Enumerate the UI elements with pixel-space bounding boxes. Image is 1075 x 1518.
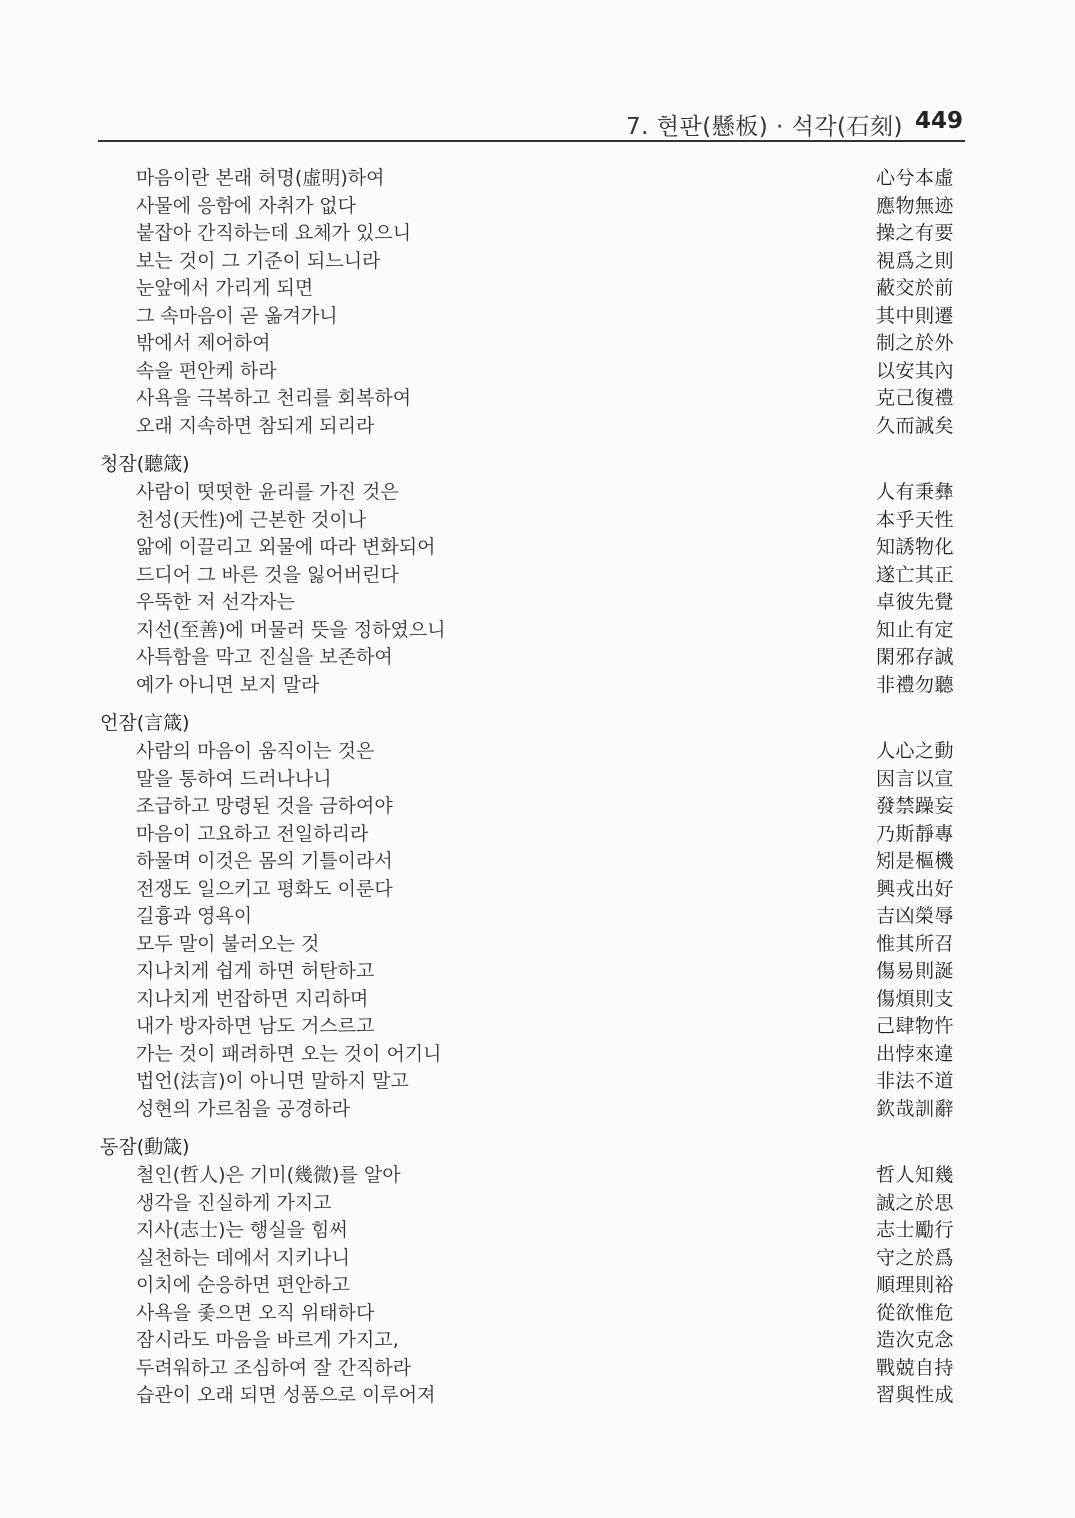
verse-line <box>100 165 960 193</box>
korean-translation: 지선(至善)에 머물러 뜻을 정하였으니 <box>136 618 446 641</box>
verse-line <box>100 1068 960 1096</box>
korean-translation: 드디어 그 바른 것을 잃어버린다 <box>136 563 399 586</box>
hanja-original: 習與性成 <box>875 1384 954 1406</box>
verse-line <box>100 193 960 221</box>
korean-translation: 사람의 마음이 움직이는 것은 <box>136 740 375 762</box>
verse-line <box>100 1096 960 1124</box>
korean-translation: 법언(法言)이 아니면 말하지 말고 <box>136 1070 409 1092</box>
hanja-original: 哲人知幾 <box>875 1164 954 1186</box>
korean-translation: 이치에 순응하면 편안하고 <box>136 1274 350 1296</box>
verse-line <box>100 1190 960 1218</box>
verse-line <box>100 589 960 617</box>
verse-line <box>100 358 960 386</box>
korean-translation: 밖에서 제어하여 <box>136 332 271 354</box>
hanja-original: 遂亡其正 <box>875 563 954 586</box>
hanja-original: 傷煩則支 <box>875 987 954 1010</box>
hanja-original: 發禁躁妄 <box>875 795 954 817</box>
hanja-original: 閑邪存誠 <box>875 646 954 668</box>
korean-translation: 눈앞에서 가리게 되면 <box>136 277 314 299</box>
verse-line <box>100 1041 960 1069</box>
hanja-original: 心兮本虛 <box>875 167 954 189</box>
hanja-original: 人有秉彝 <box>875 481 954 503</box>
hanja-original: 乃斯靜專 <box>875 822 954 845</box>
verse-line <box>100 738 960 766</box>
verse-line <box>100 479 960 507</box>
verse-line <box>100 848 960 876</box>
hanja-original: 卓彼先覺 <box>875 591 954 613</box>
hanja-original: 造次克念 <box>875 1329 954 1351</box>
korean-translation: 내가 방자하면 남도 거스르고 <box>136 1015 375 1037</box>
verse-line <box>100 330 960 358</box>
korean-translation: 사욕을 극복하고 천리를 회복하여 <box>136 387 412 409</box>
verse-line <box>100 766 960 794</box>
hanja-original: 操之有要 <box>875 222 954 244</box>
verse-line <box>100 507 960 535</box>
verse-line <box>100 220 960 248</box>
korean-translation: 우뚝한 저 선각자는 <box>136 591 295 613</box>
hanja-original: 非禮勿聽 <box>875 673 954 696</box>
verse-body <box>100 165 960 1410</box>
korean-translation: 말을 통하여 드러나나니 <box>136 767 332 790</box>
hanja-original: 以安其內 <box>875 359 954 382</box>
korean-translation: 하물며 이것은 몸의 기틀이라서 <box>136 850 393 872</box>
hanja-original: 應物無迹 <box>875 194 954 217</box>
korean-translation: 사람이 떳떳한 윤리를 가진 것은 <box>136 481 399 503</box>
verse-line <box>100 1245 960 1273</box>
korean-translation: 예가 아니면 보지 말라 <box>136 673 320 696</box>
korean-translation: 생각을 진실하게 가지고 <box>136 1191 332 1214</box>
section <box>100 1133 960 1410</box>
hanja-original: 因言以宣 <box>875 767 954 790</box>
korean-translation: 조급하고 망령된 것을 금하여야 <box>136 795 393 817</box>
hanja-original: 本乎天性 <box>875 508 954 531</box>
verse-line <box>100 931 960 959</box>
hanja-original: 久而誠矣 <box>875 414 954 437</box>
hanja-original: 視爲之則 <box>875 249 954 272</box>
hanja-original: 非法不道 <box>875 1070 954 1092</box>
hanja-original: 欽哉訓辭 <box>875 1097 954 1120</box>
verse-line <box>100 413 960 441</box>
korean-translation: 오래 지속하면 참되게 되리라 <box>136 414 375 437</box>
hanja-original: 惟其所召 <box>875 932 954 955</box>
section <box>100 709 960 1123</box>
verse-line <box>100 986 960 1014</box>
korean-translation: 그 속마음이 곧 옮겨가니 <box>136 304 338 327</box>
verse-line <box>100 303 960 331</box>
page-number: 449 <box>914 108 963 134</box>
verse-line <box>100 1272 960 1300</box>
verse-line <box>100 562 960 590</box>
hanja-original: 出悖來違 <box>875 1042 954 1065</box>
hanja-original: 知誘物化 <box>875 536 954 558</box>
verse-line <box>100 876 960 904</box>
hanja-original: 戰兢自持 <box>875 1356 954 1379</box>
verse-line <box>100 1355 960 1383</box>
korean-translation: 가는 것이 패려하면 오는 것이 어기니 <box>136 1042 442 1065</box>
section-heading: 동잠(動箴) <box>100 1136 190 1158</box>
korean-translation: 사특함을 막고 진실을 보존하여 <box>136 646 393 668</box>
chapter-title: 7. 현판(懸板) · 석각(石刻) <box>626 114 903 140</box>
hanja-original: 誠之於思 <box>875 1191 954 1214</box>
korean-translation: 사물에 응함에 자취가 없다 <box>136 194 357 217</box>
korean-translation: 전쟁도 일으키고 평화도 이룬다 <box>136 877 393 900</box>
hanja-original: 其中則遷 <box>875 304 954 327</box>
korean-translation: 모두 말이 불러오는 것 <box>136 932 320 955</box>
verse-line <box>100 1013 960 1041</box>
section-heading: 청잠(聽箴) <box>100 453 190 475</box>
verse-line <box>100 958 960 986</box>
korean-translation: 습관이 오래 되면 성품으로 이루어져 <box>136 1384 436 1406</box>
verse-line <box>100 672 960 700</box>
verse-line <box>100 1300 960 1328</box>
section <box>100 450 960 699</box>
hanja-original: 守之於爲 <box>875 1246 954 1269</box>
korean-translation: 앎에 이끌리고 외물에 따라 변화되어 <box>136 536 436 558</box>
section <box>100 165 960 440</box>
hanja-original: 從欲惟危 <box>875 1301 954 1324</box>
korean-translation: 길흉과 영욕이 <box>136 905 253 927</box>
korean-translation: 지사(志士)는 행실을 힘써 <box>136 1219 348 1241</box>
verse-line <box>100 1217 960 1245</box>
hanja-original: 制之於外 <box>875 332 954 354</box>
hanja-original: 志士勵行 <box>875 1219 954 1241</box>
korean-translation: 철인(哲人)은 기미(幾微)를 알아 <box>136 1164 401 1186</box>
korean-translation: 붙잡아 간직하는데 요체가 있으니 <box>136 222 412 244</box>
korean-translation: 천성(天性)에 근본한 것이나 <box>136 508 367 531</box>
verse-line <box>100 275 960 303</box>
verse-line <box>100 617 960 645</box>
korean-translation: 두려워하고 조심하여 잘 간직하라 <box>136 1356 412 1379</box>
verse-line <box>100 821 960 849</box>
verse-line <box>100 903 960 931</box>
hanja-original: 興戎出好 <box>875 877 954 900</box>
korean-translation: 지나치게 쉽게 하면 허탄하고 <box>136 960 375 982</box>
hanja-original: 克己復禮 <box>875 387 954 409</box>
korean-translation: 지나치게 번잡하면 지리하며 <box>136 987 369 1010</box>
hanja-original: 人心之動 <box>875 740 954 762</box>
korean-translation: 잠시라도 마음을 바르게 가지고, <box>136 1329 399 1351</box>
hanja-original: 知止有定 <box>875 618 954 641</box>
hanja-original: 蔽交於前 <box>875 277 954 299</box>
verse-line <box>100 1162 960 1190</box>
verse-line <box>100 1327 960 1355</box>
verse-line <box>100 644 960 672</box>
verse-line <box>100 385 960 413</box>
hanja-original: 吉凶榮辱 <box>875 905 954 927</box>
korean-translation: 실천하는 데에서 지키나니 <box>136 1246 350 1269</box>
korean-translation: 사욕을 좇으면 오직 위태하다 <box>136 1301 375 1324</box>
korean-translation: 마음이란 본래 허명(虛明)하여 <box>136 167 385 189</box>
verse-line <box>100 793 960 821</box>
korean-translation: 속을 편안케 하라 <box>136 359 277 382</box>
korean-translation: 보는 것이 그 기준이 되느니라 <box>136 249 381 272</box>
verse-line <box>100 1382 960 1410</box>
hanja-original: 順理則裕 <box>875 1274 954 1296</box>
verse-line <box>100 534 960 562</box>
korean-translation: 성현의 가르침을 공경하라 <box>136 1097 350 1120</box>
hanja-original: 傷易則誕 <box>875 960 954 982</box>
running-header <box>98 106 965 142</box>
hanja-original: 矧是樞機 <box>875 850 954 872</box>
verse-line <box>100 248 960 276</box>
section-heading: 언잠(言箴) <box>100 712 190 734</box>
hanja-original: 己肆物忤 <box>875 1015 954 1037</box>
korean-translation: 마음이 고요하고 전일하리라 <box>136 822 369 845</box>
